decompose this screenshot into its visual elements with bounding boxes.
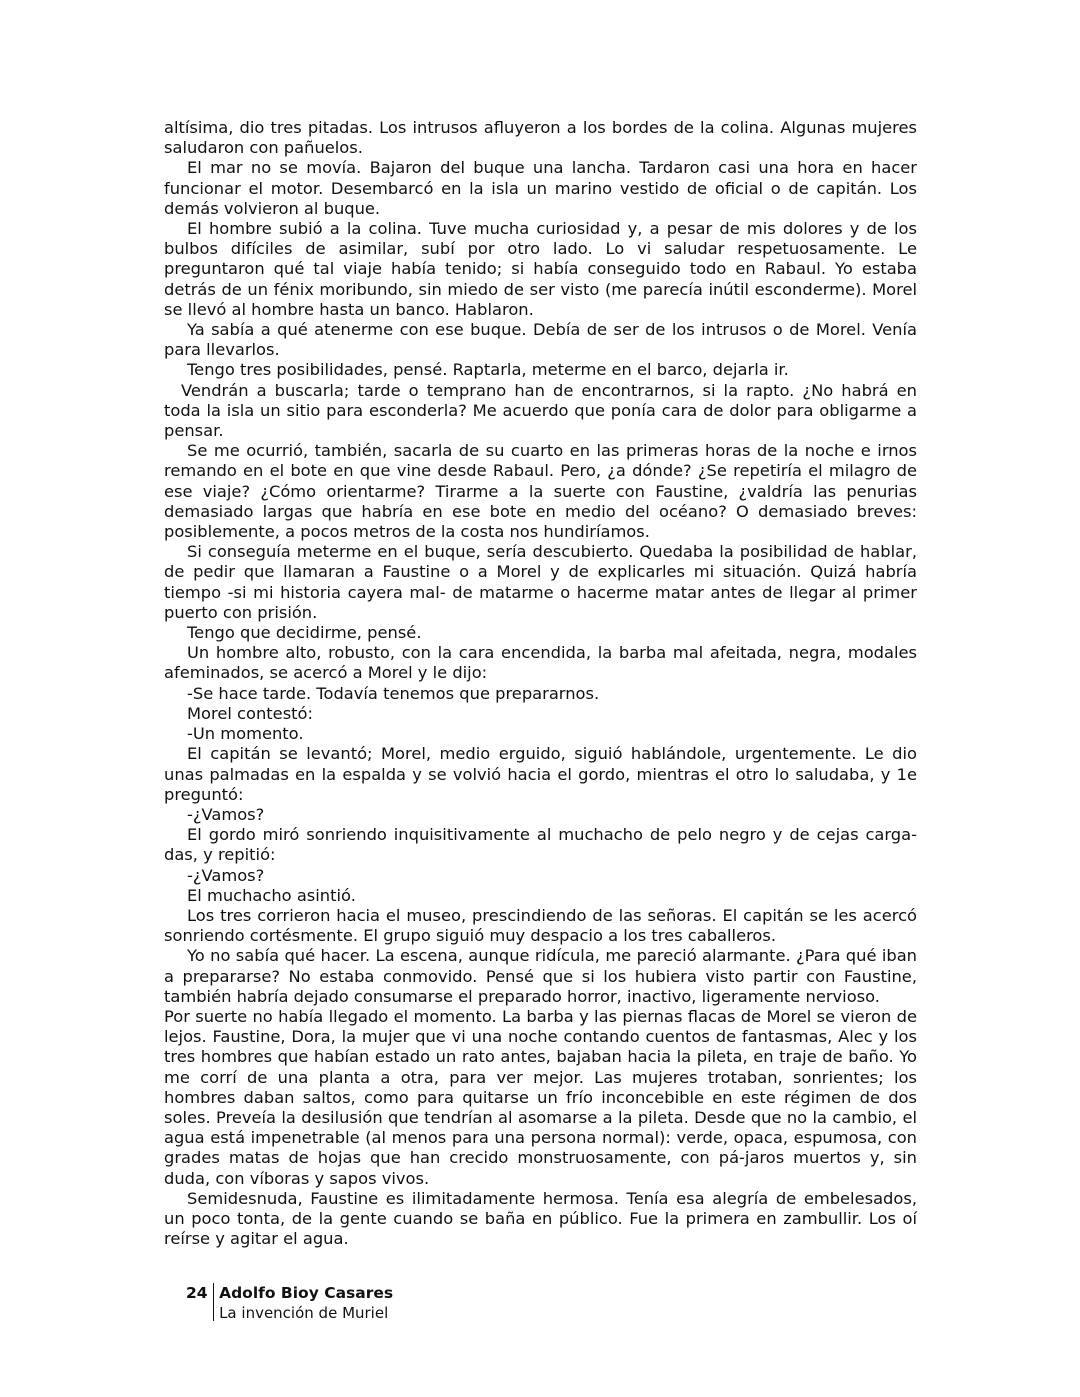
paragraph: altísima, dio tres pitadas. Los intrusos afluyeron a los bordes de la colina. Algunas mujeres saludaron con pañuelos. [164,118,917,158]
paragraph: Si conseguía meterme en el buque, sería descubierto. Quedaba la posibilidad de hablar, de pedir que llamaran a Faustine o a Morel y de explicarles mi situación. Quizá habría tiempo -si mi historia cayera mal- de matarme o hacerme matar antes de llegar al primer puerto con prisión. [164,542,917,622]
footer-meta [219,1283,393,1323]
paragraph: El capitán se levantó; Morel, medio erguido, siguió hablándole, urgentemente. Le dio unas palmadas en la espalda y se volvió hacia el gordo, mientras el otro lo saludaba, y 1e preguntó: [164,744,917,804]
paragraph: Se me ocurrió, también, sacarla de su cuarto en las primeras horas de la noche e irnos remando en el bote en que vine desde Rabaul. Pero, ¿a dónde? ¿Se repetiría el milagro de ese viaje? ¿Cómo orientarme? Tirarme a la suerte con Faustine, ¿valdría las penurias demasiado largas que habría en ese bote en medio del océano? O demasiado breves: posiblemente, a pocos metros de la costa nos hundiríamos. [164,441,917,542]
dialogue-line: -Un momento. [187,724,304,744]
author-name: Adolfo Bioy Casares [219,1284,394,1302]
paragraph: Semidesnuda, Faustine es ilimitadamente hermosa. Tenía esa alegría de embelesados, un poco tonta, de la gente cuando se baña en público. Fue la primera en zambullir. Los oí reírse y agitar el agua. [164,1188,917,1249]
paragraph: Los tres corrieron hacia el museo, prescindiendo de las señoras. El capitán se les acercó sonriendo cortésmente. El grupo siguió muy despacio a los tres caballeros. [164,905,917,946]
paragraph: Un hombre alto, robusto, con la cara encendida, la barba mal afeitada, negra, modales afeminados, se acercó a Morel y le dijo: [164,643,917,683]
paragraph: Vendrán a buscarla; tarde o temprano han de encontrarnos, si la rapto. ¿No habrá en toda la isla un sitio para esconderla? Me acuerdo que ponía cara de dolor para obligarme a pensar. [164,380,917,441]
dialogue-line: -¿Vamos? [187,865,265,885]
paragraph: Por suerte no había llegado el momento. La barba y las piernas flacas de Morel se vieron de lejos. Faustine, Dora, la mujer que vi una noche contando cuentos de fantasmas, Alec y los tres hombres que habían estado un rato antes, bajaban hacia la pileta, en traje de baño. Yo me corrí de una planta a otra, para ver mejor. Las mujeres trotaban, sonrientes; los hombres daban saltos, como para quitarse un frío inconcebible en este régimen de dos soles. Preveía la desilusión que tendrían al asomarse a la pileta. Desde que no la cambio, el agua está impenetrable (al menos para una persona normal): verde, opaca, espumosa, con grades matas de hojas que han crecido monstruosamente, con pá-jaros muertos y, sin duda, con víboras y sapos vivos. [164,1006,917,1188]
paragraph: Ya sabía a qué atenerme con ese buque. Debía de ser de los intrusos o de Morel. Venía para llevarlos. [164,320,917,360]
paragraph: El mar no se movía. Bajaron del buque una lancha. Tardaron casi una hora en hacer funcionar el motor. Desembarcó en la isla un marino vestido de oficial o de capitán. Los demás volvieron al buque. [164,158,917,218]
paragraph: Morel contestó: [187,703,314,723]
paragraph: Tengo tres posibilidades, pensé. Raptarla, meterme en el barco, dejarla ir. [187,360,789,380]
paragraph: El hombre subió a la colina. Tuve mucha curiosidad y, a pesar de mis dolores y de los bulbos difíciles de asimilar, subí por otro lado. Lo vi saludar respetuosamente. Le preguntaron qué tal viaje había tenido; si había conseguido todo en Rabaul. Yo estaba detrás de un fénix moribundo, sin miedo de ser visto (me parecía inútil esconderme). Morel se llevó al hombre hasta un banco. Hablaron. [164,219,917,319]
page-text [164,118,917,1249]
paragraph: El gordo miró sonriendo inquisitivamente al muchacho de pelo negro y de cejas carga-das, y repitió: [164,825,917,865]
page-footer [186,1283,393,1323]
paragraph: Yo no sabía qué hacer. La escena, aunque ridícula, me pareció alarmante. ¿Para qué iban a prepararse? No estaba conmovido. Pensé que si los hubiera visto partir con Faustine, también habría dejado consumarse el preparado horror, inactivo, ligeramente nervioso. [164,946,917,1006]
footer-divider [213,1283,215,1321]
page-number: 24 [186,1284,208,1302]
paragraph: Tengo que decidirme, pensé. [187,623,422,643]
paragraph: El muchacho asintió. [187,885,356,905]
book-title: La invención de Muriel [219,1304,389,1322]
dialogue-line: -¿Vamos? [187,804,265,824]
dialogue-line: -Se hace tarde. Todavía tenemos que prepararnos. [187,683,600,703]
